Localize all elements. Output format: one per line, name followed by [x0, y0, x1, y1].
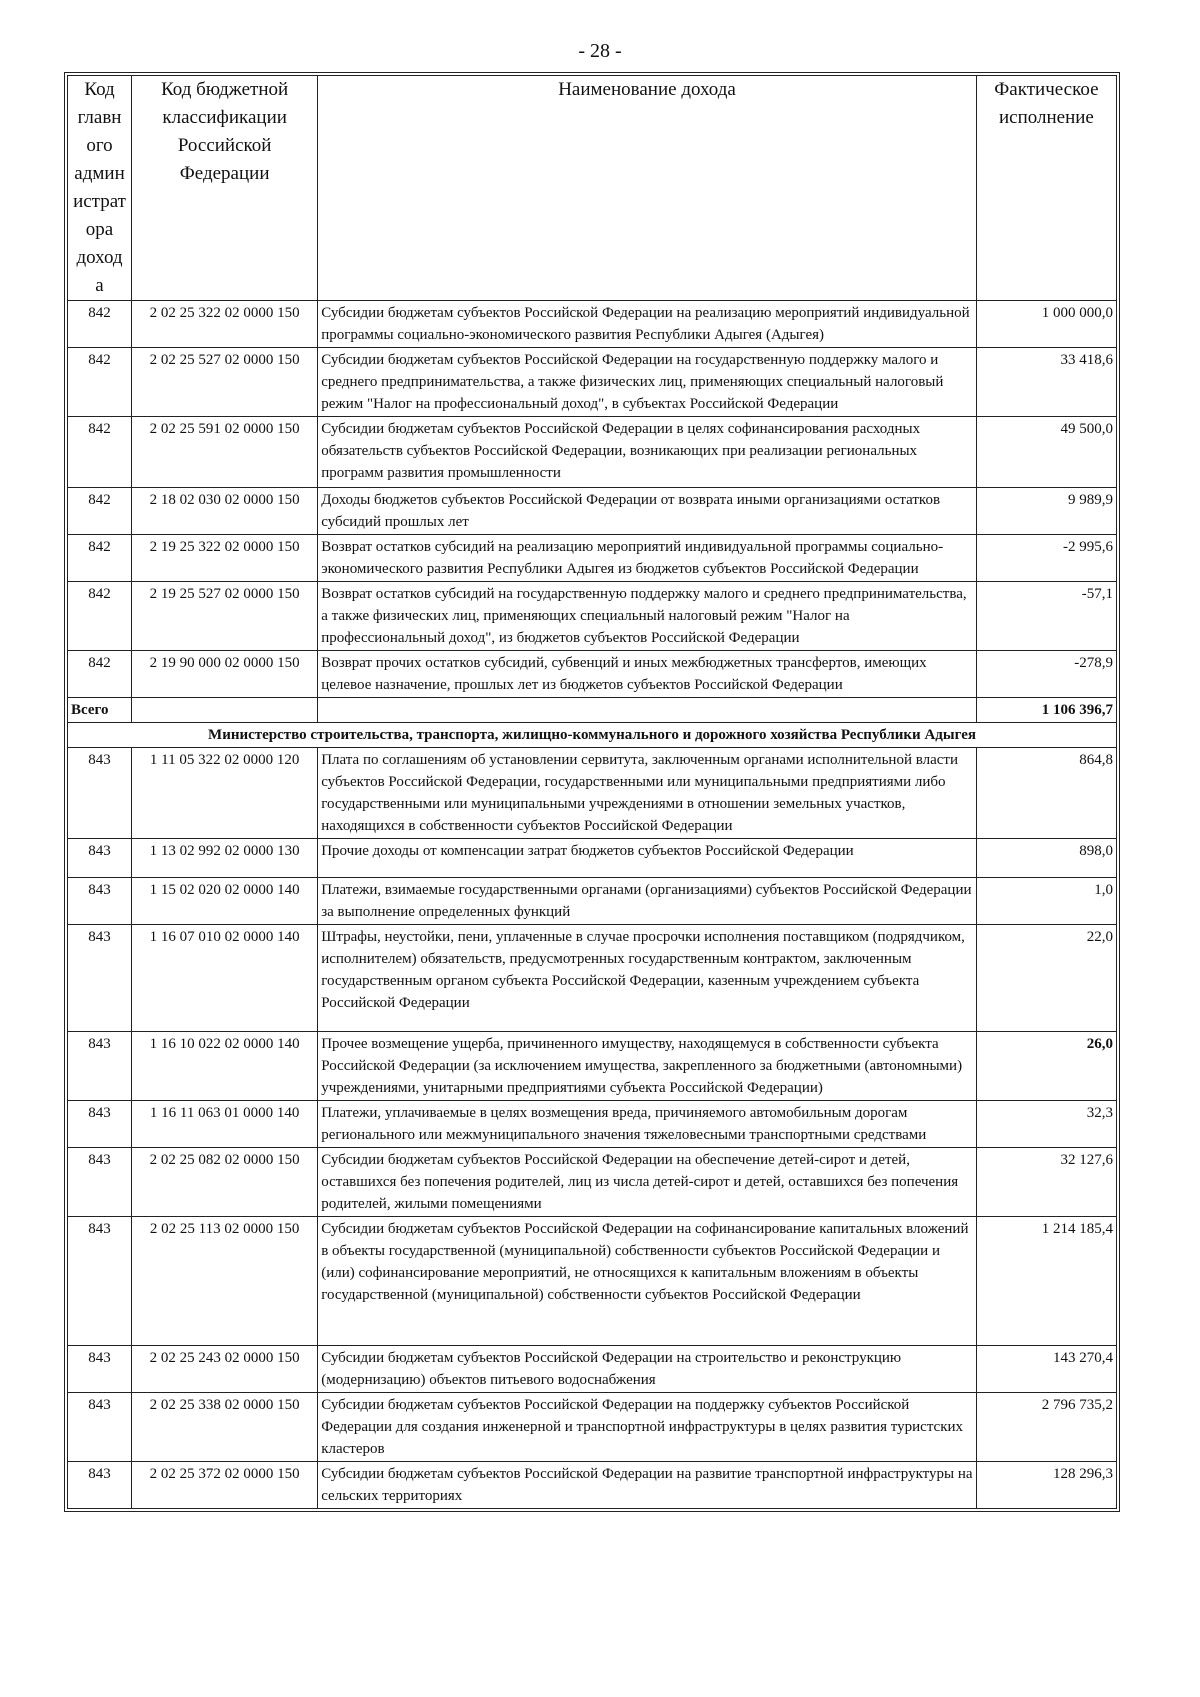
admin-code-cell: 843 — [68, 748, 132, 839]
header-admin-line: истрат — [73, 191, 126, 212]
income-name-cell: Субсидии бюджетам субъектов Российской Федерации на поддержку субъектов Российской Федерации для создания инженерной и транспортной инфраструктуры в целях развития туристских кластеров — [318, 1393, 977, 1462]
amount-cell: -278,9 — [976, 651, 1116, 698]
total-amount: 1 106 396,7 — [976, 698, 1116, 723]
admin-code-cell: 843 — [68, 1148, 132, 1217]
table-row — [68, 1217, 1117, 1346]
admin-code-cell: 842 — [68, 348, 132, 417]
admin-code-cell: 843 — [68, 878, 132, 925]
table-row — [68, 1346, 1117, 1393]
income-name-cell: Субсидии бюджетам субъектов Российской Федерации на реализацию мероприятий индивидуальной программы социально-экономического развития Республики Адыгея (Адыгея) — [318, 301, 977, 348]
kbk-cell: 1 13 02 992 02 0000 130 — [132, 839, 318, 878]
table-row — [68, 535, 1117, 582]
table-row — [68, 748, 1117, 839]
income-name-cell: Возврат прочих остатков субсидий, субвенций и иных межбюджетных трансфертов, имеющих целевое назначение, прошлых лет из бюджетов субъектов Российской Федерации — [318, 651, 977, 698]
kbk-cell: 1 16 10 022 02 0000 140 — [132, 1032, 318, 1101]
total-empty-cell — [132, 698, 318, 723]
kbk-cell: 2 18 02 030 02 0000 150 — [132, 488, 318, 535]
table-row — [68, 1032, 1117, 1101]
kbk-cell: 2 02 25 243 02 0000 150 — [132, 1346, 318, 1393]
admin-code-cell: 843 — [68, 1346, 132, 1393]
table-row — [68, 301, 1117, 348]
table-row — [68, 488, 1117, 535]
table-row — [68, 925, 1117, 1032]
admin-code-cell: 842 — [68, 582, 132, 651]
amount-cell: 1 000 000,0 — [976, 301, 1116, 348]
total-empty-cell — [318, 698, 977, 723]
kbk-cell: 2 02 25 338 02 0000 150 — [132, 1393, 318, 1462]
amount-cell: -2 995,6 — [976, 535, 1116, 582]
amount-cell: 32,3 — [976, 1101, 1116, 1148]
revenue-table — [67, 75, 1117, 1509]
amount-cell: 33 418,6 — [976, 348, 1116, 417]
header-admin-line: Код — [84, 79, 115, 100]
header-kbk-line: классификации — [162, 107, 287, 128]
income-name-cell: Возврат остатков субсидий на реализацию мероприятий индивидуальной программы социально-экономического развития Республики Адыгея из бюджетов субъектов Российской Федерации — [318, 535, 977, 582]
kbk-cell: 2 19 25 322 02 0000 150 — [132, 535, 318, 582]
amount-cell: 1,0 — [976, 878, 1116, 925]
total-row — [68, 698, 1117, 723]
income-name-cell: Платежи, уплачиваемые в целях возмещения вреда, причиняемого автомобильным дорогам регионального или межмуниципального значения тяжеловесными транспортными средствами — [318, 1101, 977, 1148]
header-kbk-line: Код бюджетной — [161, 79, 289, 100]
header-admin-line: главн — [77, 107, 122, 128]
kbk-cell: 2 19 25 527 02 0000 150 — [132, 582, 318, 651]
table-row — [68, 839, 1117, 878]
income-name-cell: Субсидии бюджетам субъектов Российской Федерации на государственную поддержку малого и среднего предпринимательства, а также физических лиц, применяющих специальный налоговый режим "Налог на профессиональный доход", в субъектах Российской Федерации — [318, 348, 977, 417]
admin-code-cell: 843 — [68, 925, 132, 1032]
admin-code-cell: 843 — [68, 1217, 132, 1346]
header-admin-line: доход — [76, 247, 123, 268]
admin-code-cell: 843 — [68, 1101, 132, 1148]
header-exec-line: Фактическое — [994, 79, 1099, 100]
income-name-cell: Субсидии бюджетам субъектов Российской Федерации на строительство и реконструкцию (модернизацию) объектов питьевого водоснабжения — [318, 1346, 977, 1393]
header-income-name: Наименование дохода — [318, 76, 977, 301]
table-row — [68, 582, 1117, 651]
table-header-row — [68, 76, 1117, 301]
table-row — [68, 878, 1117, 925]
header-exec-line: исполнение — [998, 107, 1094, 128]
admin-code-cell: 843 — [68, 839, 132, 878]
income-name-cell: Возврат остатков субсидий на государственную поддержку малого и среднего предпринимательства, а также физических лиц, применяющих специальный налоговый режим "Налог на профессиональный доход", из бюджетов субъектов Российской Федерации — [318, 582, 977, 651]
table-row — [68, 651, 1117, 698]
admin-code-cell: 842 — [68, 535, 132, 582]
table-row — [68, 1462, 1117, 1509]
amount-cell: 898,0 — [976, 839, 1116, 878]
amount-cell: -57,1 — [976, 582, 1116, 651]
income-name-cell: Субсидии бюджетам субъектов Российской Федерации в целях софинансирования расходных обязательств субъектов Российской Федерации, возникающих при реализации региональных программ развития промышленности — [318, 417, 977, 488]
admin-code-cell: 842 — [68, 301, 132, 348]
total-label: Всего — [68, 698, 132, 723]
kbk-cell: 2 02 25 082 02 0000 150 — [132, 1148, 318, 1217]
kbk-cell: 1 11 05 322 02 0000 120 — [132, 748, 318, 839]
header-admin-line: а — [95, 275, 104, 296]
income-name-cell: Субсидии бюджетам субъектов Российской Федерации на развитие транспортной инфраструктуры на сельских территориях — [318, 1462, 977, 1509]
admin-code-cell: 843 — [68, 1032, 132, 1101]
table-row — [68, 417, 1117, 488]
header-admin-line: админ — [74, 163, 125, 184]
header-kbk-line: Федерации — [179, 163, 270, 184]
amount-cell: 26,0 — [976, 1032, 1116, 1101]
section-title: Министерство строительства, транспорта, жилищно-коммунального и дорожного хозяйства Республики Адыгея — [68, 723, 1117, 748]
kbk-cell: 2 02 25 113 02 0000 150 — [132, 1217, 318, 1346]
header-admin-code — [68, 76, 132, 301]
amount-cell: 864,8 — [976, 748, 1116, 839]
kbk-cell: 1 15 02 020 02 0000 140 — [132, 878, 318, 925]
table-row — [68, 1393, 1117, 1462]
amount-cell: 32 127,6 — [976, 1148, 1116, 1217]
kbk-cell: 2 02 25 591 02 0000 150 — [132, 417, 318, 488]
header-admin-line: ого — [86, 135, 113, 156]
amount-cell: 49 500,0 — [976, 417, 1116, 488]
revenue-table-frame — [64, 72, 1120, 1512]
table-row — [68, 1148, 1117, 1217]
kbk-cell: 1 16 07 010 02 0000 140 — [132, 925, 318, 1032]
income-name-cell: Субсидии бюджетам субъектов Российской Федерации на обеспечение детей-сирот и детей, оставшихся без попечения родителей, лиц из числа детей-сирот и детей, оставшихся без попечения родителей, жилыми помещениями — [318, 1148, 977, 1217]
table-row — [68, 1101, 1117, 1148]
admin-code-cell: 843 — [68, 1393, 132, 1462]
admin-code-cell: 842 — [68, 488, 132, 535]
kbk-cell: 2 02 25 322 02 0000 150 — [132, 301, 318, 348]
page-number: - 28 - — [578, 40, 622, 62]
amount-cell: 22,0 — [976, 925, 1116, 1032]
header-actual-execution — [976, 76, 1116, 301]
kbk-cell: 2 19 90 000 02 0000 150 — [132, 651, 318, 698]
amount-cell: 128 296,3 — [976, 1462, 1116, 1509]
income-name-cell: Прочее возмещение ущерба, причиненного имуществу, находящемуся в собственности субъекта Российской Федерации (за исключением имущества, закрепленного за бюджетными (автономными) учреждениями, унитарными предприятиями субъекта Российской Федерации) — [318, 1032, 977, 1101]
income-name-cell: Штрафы, неустойки, пени, уплаченные в случае просрочки исполнения поставщиком (подрядчиком, исполнителем) обязательств, предусмотренных государственным контрактом, заключенным государственным органом субъекта Российской Федерации, казенным учреждением субъекта Российской Федерации — [318, 925, 977, 1032]
header-kbk — [132, 76, 318, 301]
income-name-cell: Субсидии бюджетам субъектов Российской Федерации на софинансирование капитальных вложений в объекты государственной (муниципальной) собственности субъектов Российской Федерации и (или) софинансирование мероприятий, не относящихся к капитальным вложениям в объекты государственной (муниципальной) собственности субъектов Российской Федерации — [318, 1217, 977, 1346]
income-name-cell: Доходы бюджетов субъектов Российской Федерации от возврата иными организациями остатков субсидий прошлых лет — [318, 488, 977, 535]
admin-code-cell: 842 — [68, 651, 132, 698]
table-row — [68, 348, 1117, 417]
income-name-cell: Прочие доходы от компенсации затрат бюджетов субъектов Российской Федерации — [318, 839, 977, 878]
section-header-row — [68, 723, 1117, 748]
kbk-cell: 1 16 11 063 01 0000 140 — [132, 1101, 318, 1148]
admin-code-cell: 843 — [68, 1462, 132, 1509]
kbk-cell: 2 02 25 372 02 0000 150 — [132, 1462, 318, 1509]
amount-cell: 9 989,9 — [976, 488, 1116, 535]
income-name-cell: Платежи, взимаемые государственными органами (организациями) субъектов Российской Федерации за выполнение определенных функций — [318, 878, 977, 925]
admin-code-cell: 842 — [68, 417, 132, 488]
income-name-cell: Плата по соглашениям об установлении сервитута, заключенным органами исполнительной власти субъектов Российской Федерации, государственными или муниципальными предприятиями либо государственными или муниципальными учреждениями в отношении земельных участков, находящихся в собственности субъектов Российской Федерации — [318, 748, 977, 839]
amount-cell: 143 270,4 — [976, 1346, 1116, 1393]
header-kbk-line: Российской — [177, 135, 272, 156]
kbk-cell: 2 02 25 527 02 0000 150 — [132, 348, 318, 417]
amount-cell: 2 796 735,2 — [976, 1393, 1116, 1462]
header-admin-line: ора — [85, 219, 114, 240]
amount-cell: 1 214 185,4 — [976, 1217, 1116, 1346]
